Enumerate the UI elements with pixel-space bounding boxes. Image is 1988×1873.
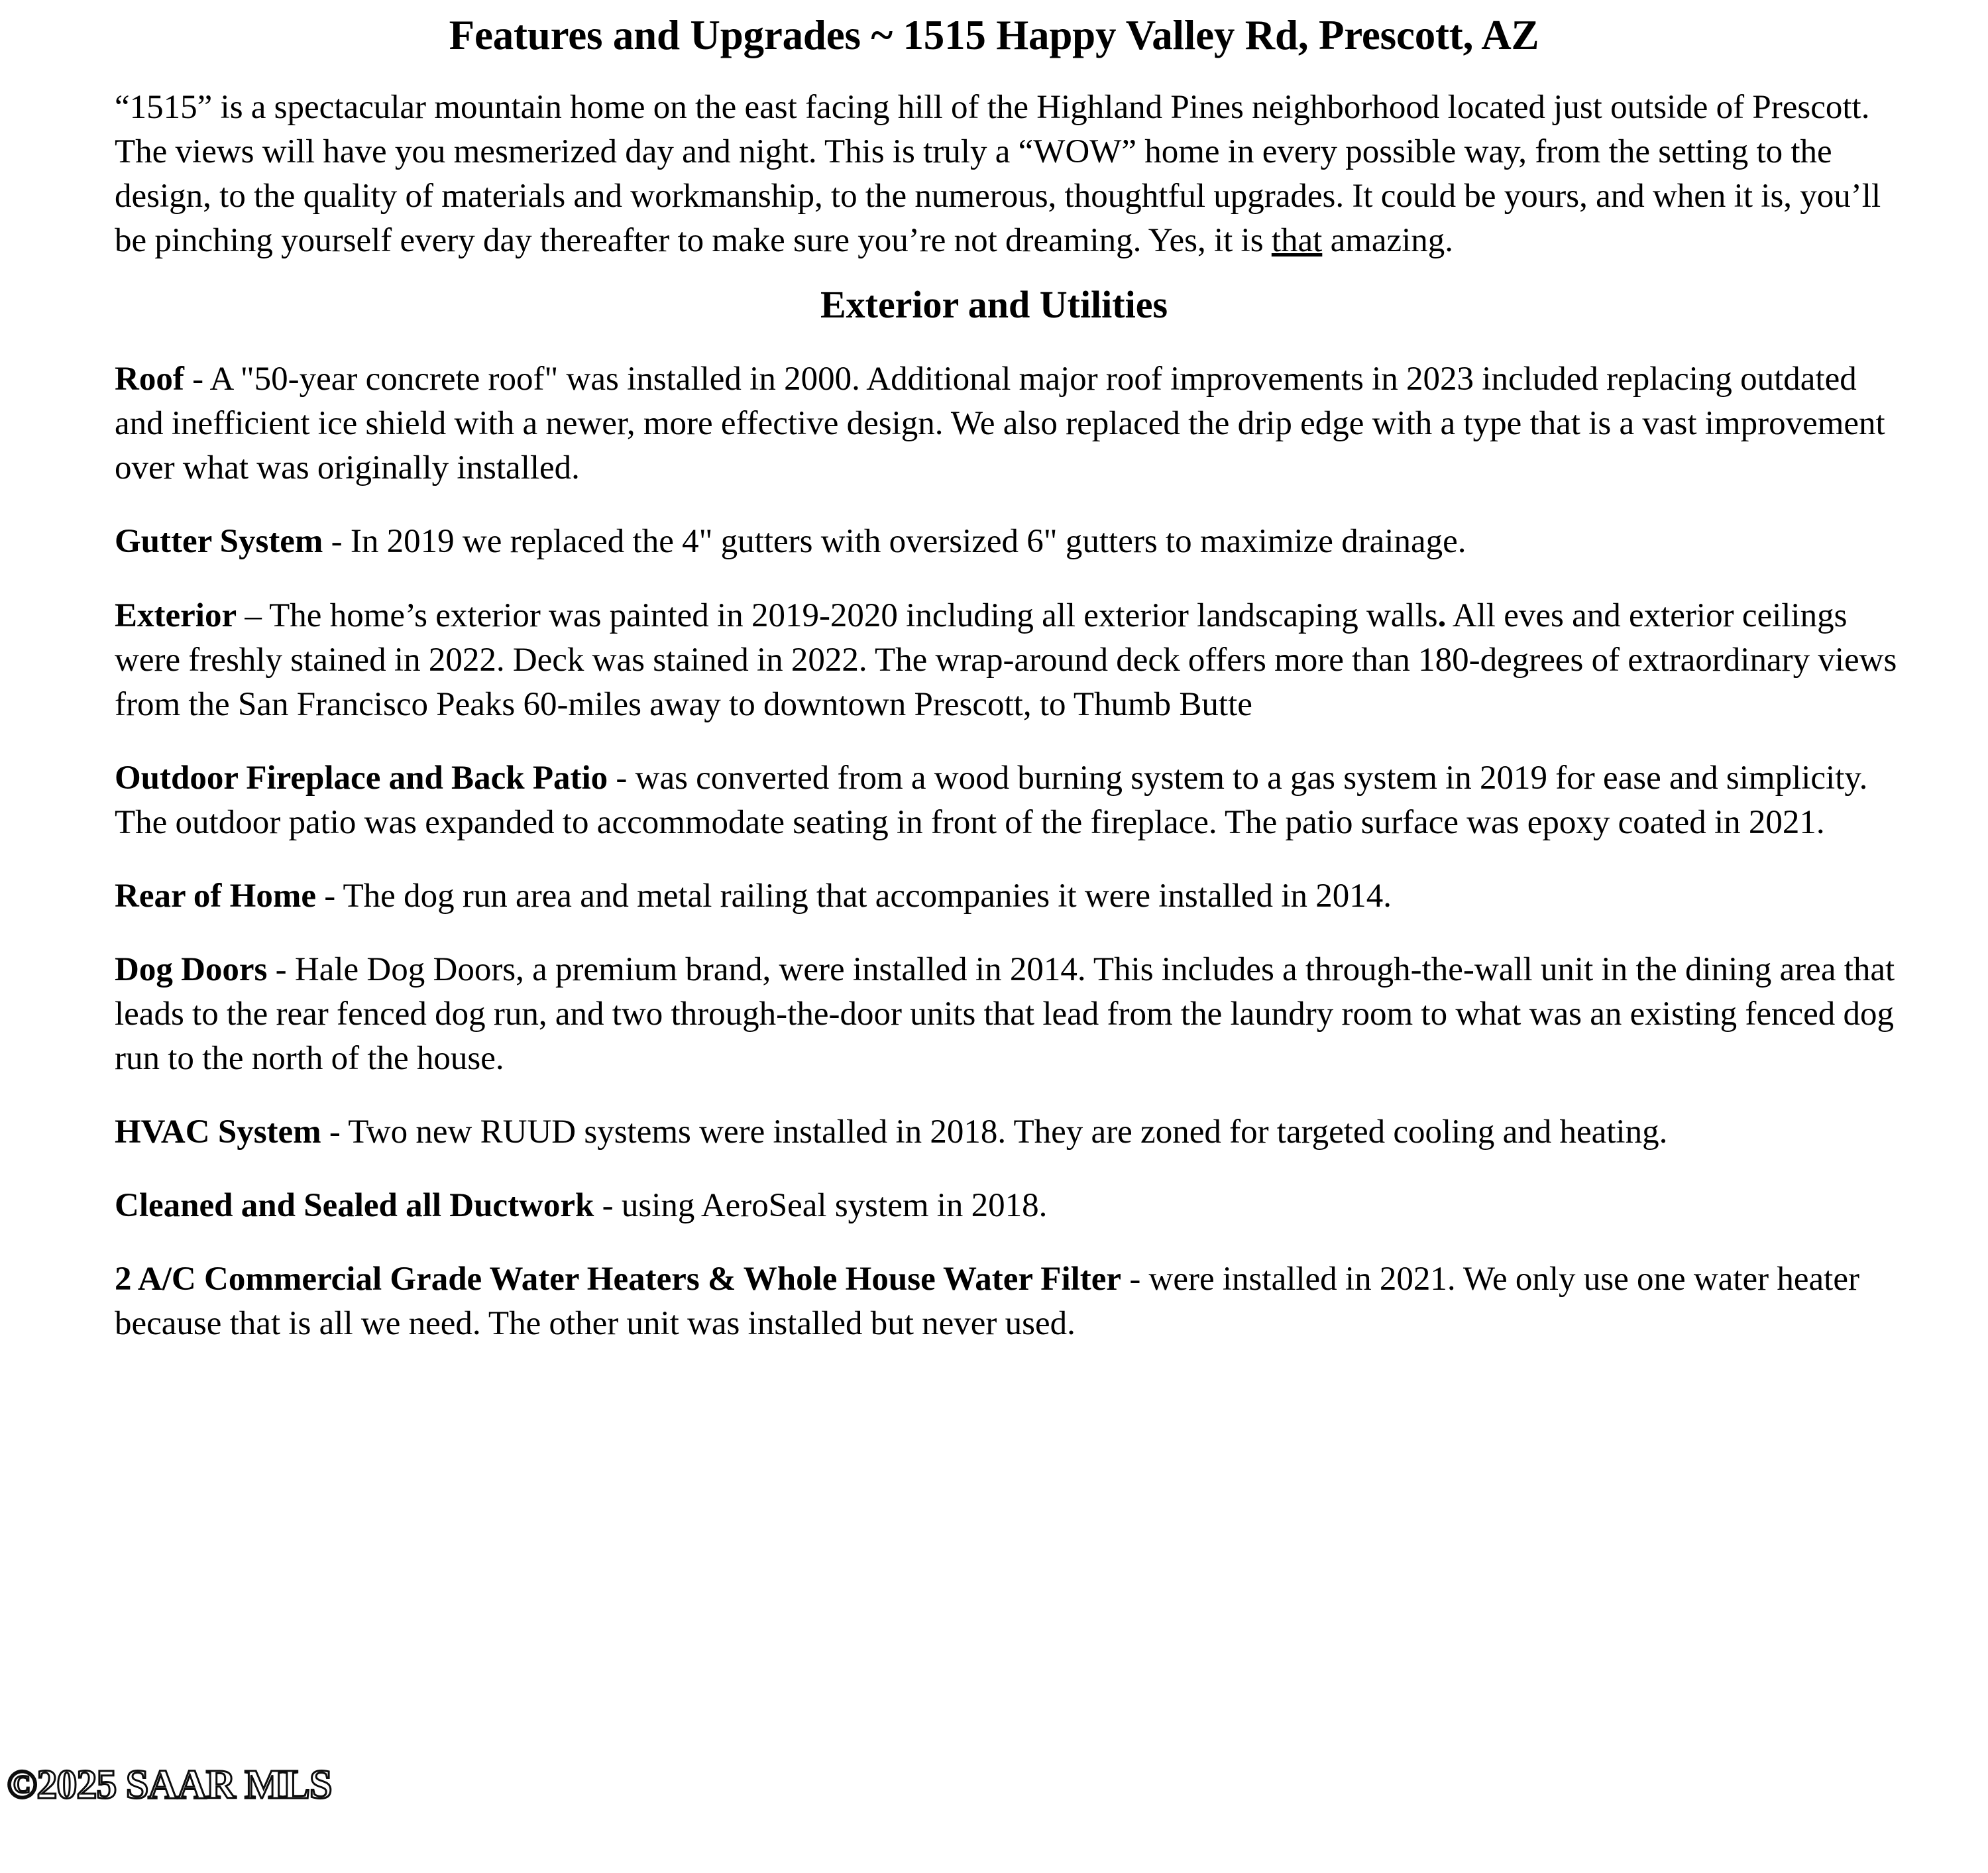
entry-cleaned-and-sealed-all-ductwork xyxy=(115,1184,1912,1228)
entry-dog-doors xyxy=(115,948,1912,1081)
entry-lead: Outdoor Fireplace and Back Patio xyxy=(115,759,608,797)
copyright-watermark: ©2025 SAAR MLS xyxy=(7,1762,332,1807)
entry-body: - were installed in 2021. We only use one water heater because that is all we need. The other unit was installed but never used. xyxy=(115,1261,1859,1343)
entry-body: - The dog run area and metal railing that accompanies it were installed in 2014. xyxy=(315,877,1392,915)
entry-body: - was converted from a wood burning system to a gas system in 2019 for ease and simplicity. The outdoor patio was expanded to accommodate seating in front of the fireplace. The patio surface was epoxy coated in 2021. xyxy=(115,759,1868,841)
entry-lead: Dog Doors xyxy=(115,950,268,988)
entry-hvac-system xyxy=(115,1110,1912,1155)
intro-text-part1: “1515” is a spectacular mountain home on the east facing hill of the Highland Pines neighborhood located just outside of Prescott. The views will have you mesmerized day and night. This is truly a “WOW” home in every possible way, from the setting to the design, to the quality of materials and workmanship, to the numerous, thoughtful upgrades. It could be yours, and when it is, you’ll be pinching yourself every day thereafter to make sure you’re not dreaming. Yes, it is xyxy=(115,89,1881,260)
section-heading-exterior-and-utilities: Exterior and Utilities xyxy=(820,283,1168,327)
page-title: Features and Upgrades ~ 1515 Happy Valley Rd, Prescott, AZ xyxy=(449,12,1539,58)
entry-lead: 2 A/C Commercial Grade Water Heaters & Whole House Water Filter xyxy=(115,1261,1122,1298)
entry-lead: HVAC System xyxy=(115,1113,321,1151)
entry-body: - Two new RUUD systems were installed in 2018. They are zoned for targeted cooling and heating. xyxy=(321,1113,1668,1151)
entry-body: - In 2019 we replaced the 4" gutters with oversized 6" gutters to maximize drainage. xyxy=(323,523,1466,561)
intro-text-part2: amazing. xyxy=(1322,222,1454,260)
entry-lead-tail: . xyxy=(1437,596,1447,634)
entry-lead: Gutter System xyxy=(115,523,323,561)
entry-outdoor-fireplace-and-back-patio xyxy=(115,756,1912,845)
entry-water-heaters-and-filter xyxy=(115,1257,1912,1346)
entry-body: - A "50-year concrete roof" was installed in 2000. Additional major roof improvements in 2023 included replacing outdated and inefficient ice shield with a newer, more effective design. We also replaced the drip edge with a type that is a vast improvement over what was originally installed. xyxy=(115,361,1885,487)
entry-lead: Exterior xyxy=(115,596,237,634)
entry-body-continued: All eves and exterior ceilings were freshly stained in 2022. Deck was stained in 2022. The wrap-around deck offers more than 180-degrees of extraordinary views from the San Francisco Peaks 60-miles away to downtown Prescott, to Thumb Butte xyxy=(115,596,1897,723)
intro-emphasis: that xyxy=(1271,222,1323,260)
entry-gutter-system xyxy=(115,520,1912,564)
entry-exterior xyxy=(115,594,1912,727)
entry-rear-of-home xyxy=(115,874,1912,919)
entry-body: - using AeroSeal system in 2018. xyxy=(594,1187,1048,1225)
intro-block xyxy=(76,85,1912,263)
entry-body: - Hale Dog Doors, a premium brand, were installed in 2014. This includes a through-the-wall unit in the dining area that leads to the rear fenced dog run, and two through-the-door units that lead from the laundry room to what was an existing fenced dog run to the north of the house. xyxy=(115,950,1895,1077)
entry-lead: Cleaned and Sealed all Ductwork xyxy=(115,1187,594,1225)
entry-lead: Rear of Home xyxy=(115,877,316,915)
intro-paragraph xyxy=(115,85,1912,263)
entry-roof xyxy=(115,357,1912,490)
entries-block xyxy=(76,357,1912,1346)
entry-lead: Roof xyxy=(115,361,184,398)
entry-body: – The home’s exterior was painted in 2019-2020 including all exterior landscaping walls xyxy=(237,596,1438,634)
